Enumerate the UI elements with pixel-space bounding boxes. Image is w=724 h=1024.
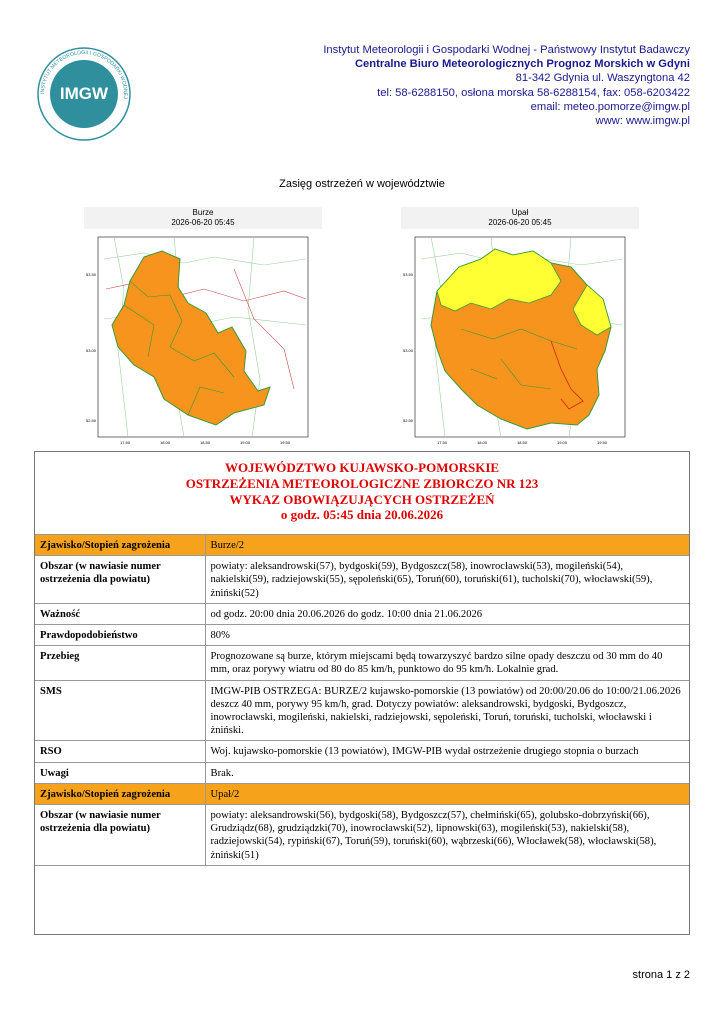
row-label: Obszar (w nawiasie numer ostrzeżenia dla powiatu) xyxy=(35,805,205,866)
y-tick: 53.00 xyxy=(403,348,414,353)
y-tick: 53.50 xyxy=(86,272,97,277)
warnings-panel xyxy=(34,451,690,935)
table-row xyxy=(35,805,689,866)
map-upal-canvas xyxy=(401,229,639,445)
phone: tel: 58-6288150, osłona morska 58-6288154, fax: 058-6203422 xyxy=(377,86,690,99)
x-tick: 19.00 xyxy=(240,440,251,445)
hazard-row xyxy=(35,783,689,804)
row-label: SMS xyxy=(35,680,205,741)
row-value: Woj. kujawsko-pomorskie (13 powiatów), IMGW-PIB wydał ostrzeżenie drugiego stopnia o burzach xyxy=(205,741,689,762)
row-value: 80% xyxy=(205,625,689,646)
row-value: Upał/2 xyxy=(205,783,689,804)
map-date: 2026-06-20 05:45 xyxy=(488,218,552,227)
row-label: Prawdopodobieństwo xyxy=(35,625,205,646)
map-burze-canvas xyxy=(84,229,322,445)
x-tick: 17.50 xyxy=(437,440,448,445)
map-burze xyxy=(84,207,322,445)
page-number: strona 1 z 2 xyxy=(632,969,690,981)
row-value: IMGW-PIB OSTRZEGA: BURZE/2 kujawsko-pomorskie (13 powiatów) od 20:00/20.06 do 10:00/21.06.2026 deszcz 40 mm, porywy 95 km/h, grad. Dotyczy powiatów: aleksandrowski, bydgoski, Bydgoszcz, inowrocławski, mogileński, nakielski, radziejowski, sępoleński, Toruń, toruński, tucholski, włocławski i żniński. xyxy=(205,680,689,741)
heading-list: WYKAZ OBOWIĄZUJĄCYCH OSTRZEŻEŃ xyxy=(229,491,495,507)
row-value: Prognozowane są burze, którym miejscami będą towarzyszyć bardzo silne opady deszczu od 30 mm do 40 mm, oraz porywy wiatru od 80 do 85 km/h, punktowo do 95 km/h. Lokalnie grad. xyxy=(205,646,689,680)
table-row xyxy=(35,762,689,783)
logo-ring-text: INSTYTUT METEOROLOGII I GOSPODARKI WODNEJ xyxy=(39,49,129,100)
table-row xyxy=(35,625,689,646)
map-date: 2026-06-20 05:45 xyxy=(171,218,235,227)
row-value: od godz. 20:00 dnia 20.06.2026 do godz. 10:00 dnia 21.06.2026 xyxy=(205,603,689,624)
office-name: Centralne Biuro Meteorologicznych Prognoz Morskich w Gdyni xyxy=(354,58,690,71)
warnings-table xyxy=(35,535,689,866)
row-label: Uwagi xyxy=(35,762,205,783)
map-title xyxy=(84,207,322,229)
table-row xyxy=(35,603,689,624)
website[interactable]: www: www.imgw.pl xyxy=(595,115,690,128)
row-value: powiaty: aleksandrowski(57), bydgoski(59), Bydgoszcz(58), inowrocławski(53), mogileński(54), nakielski(59), radziejowski(55), sępoleński(65), Toruń(60), toruński(61), tucholski(70), włocławski(59), żniński(52) xyxy=(205,556,689,604)
table-row xyxy=(35,646,689,680)
x-tick: 18.00 xyxy=(160,440,171,445)
heading-bulletin: OSTRZEŻENIA METEOROLOGICZNE ZBIORCZO NR 123 xyxy=(185,475,539,491)
row-label: Zjawisko/Stopień zagrożenia xyxy=(35,783,205,804)
x-tick: 19.50 xyxy=(280,440,291,445)
row-label: Zjawisko/Stopień zagrożenia xyxy=(35,535,205,556)
row-value: powiaty: aleksandrowski(56), bydgoski(58), Bydgoszcz(57), chełmiński(65), golubsko-dobrzyński(66), Grudziądz(68), grudziądzki(70), inowrocławski(52), lipnowski(63), mogileński(53), nakielski(58), radziejowski(54), rypiński(67), Toruń(59), toruński(60), wąbrzeski(66), Włocławek(58), włocławski(58), żniński(51) xyxy=(205,805,689,866)
institute-header xyxy=(323,43,690,128)
x-tick: 18.50 xyxy=(517,440,528,445)
heading-time: o godz. 05:45 dnia 20.06.2026 xyxy=(280,507,444,523)
row-label: Obszar (w nawiasie numer ostrzeżenia dla powiatu) xyxy=(35,556,205,604)
warnings-heading xyxy=(35,452,689,535)
map-hazard-name: Burze xyxy=(192,208,214,217)
row-label: Przebieg xyxy=(35,646,205,680)
address: 81-342 Gdynia ul. Waszyngtona 42 xyxy=(515,72,690,85)
hazard-row xyxy=(35,535,689,556)
table-row xyxy=(35,556,689,604)
email[interactable]: email: meteo.pomorze@imgw.pl xyxy=(530,100,690,113)
y-tick: 52.50 xyxy=(403,418,414,423)
row-value: Burze/2 xyxy=(205,535,689,556)
x-tick: 18.00 xyxy=(477,440,488,445)
institute-name: Instytut Meteorologii i Gospodarki Wodnej - Państwowy Instytut Badawczy xyxy=(323,44,690,56)
map-hazard-name: Upał xyxy=(511,208,529,217)
imgw-logo xyxy=(36,46,132,142)
map-upal xyxy=(401,207,639,445)
map-title xyxy=(401,207,639,229)
y-tick: 52.50 xyxy=(86,418,97,423)
x-tick: 18.50 xyxy=(200,440,211,445)
x-tick: 19.00 xyxy=(557,440,568,445)
maps-subtitle: Zasięg ostrzeżeń w województwie xyxy=(279,178,445,190)
row-value: Brak. xyxy=(205,762,689,783)
y-tick: 53.00 xyxy=(86,348,97,353)
table-row xyxy=(35,680,689,741)
y-tick: 53.50 xyxy=(403,272,414,277)
heading-region: WOJEWÓDZTWO KUJAWSKO-POMORSKIE xyxy=(224,460,500,475)
row-label: RSO xyxy=(35,741,205,762)
x-tick: 17.50 xyxy=(120,440,131,445)
row-label: Ważność xyxy=(35,603,205,624)
x-tick: 19.50 xyxy=(597,440,608,445)
table-row xyxy=(35,741,689,762)
logo-text: IMGW xyxy=(59,84,109,103)
